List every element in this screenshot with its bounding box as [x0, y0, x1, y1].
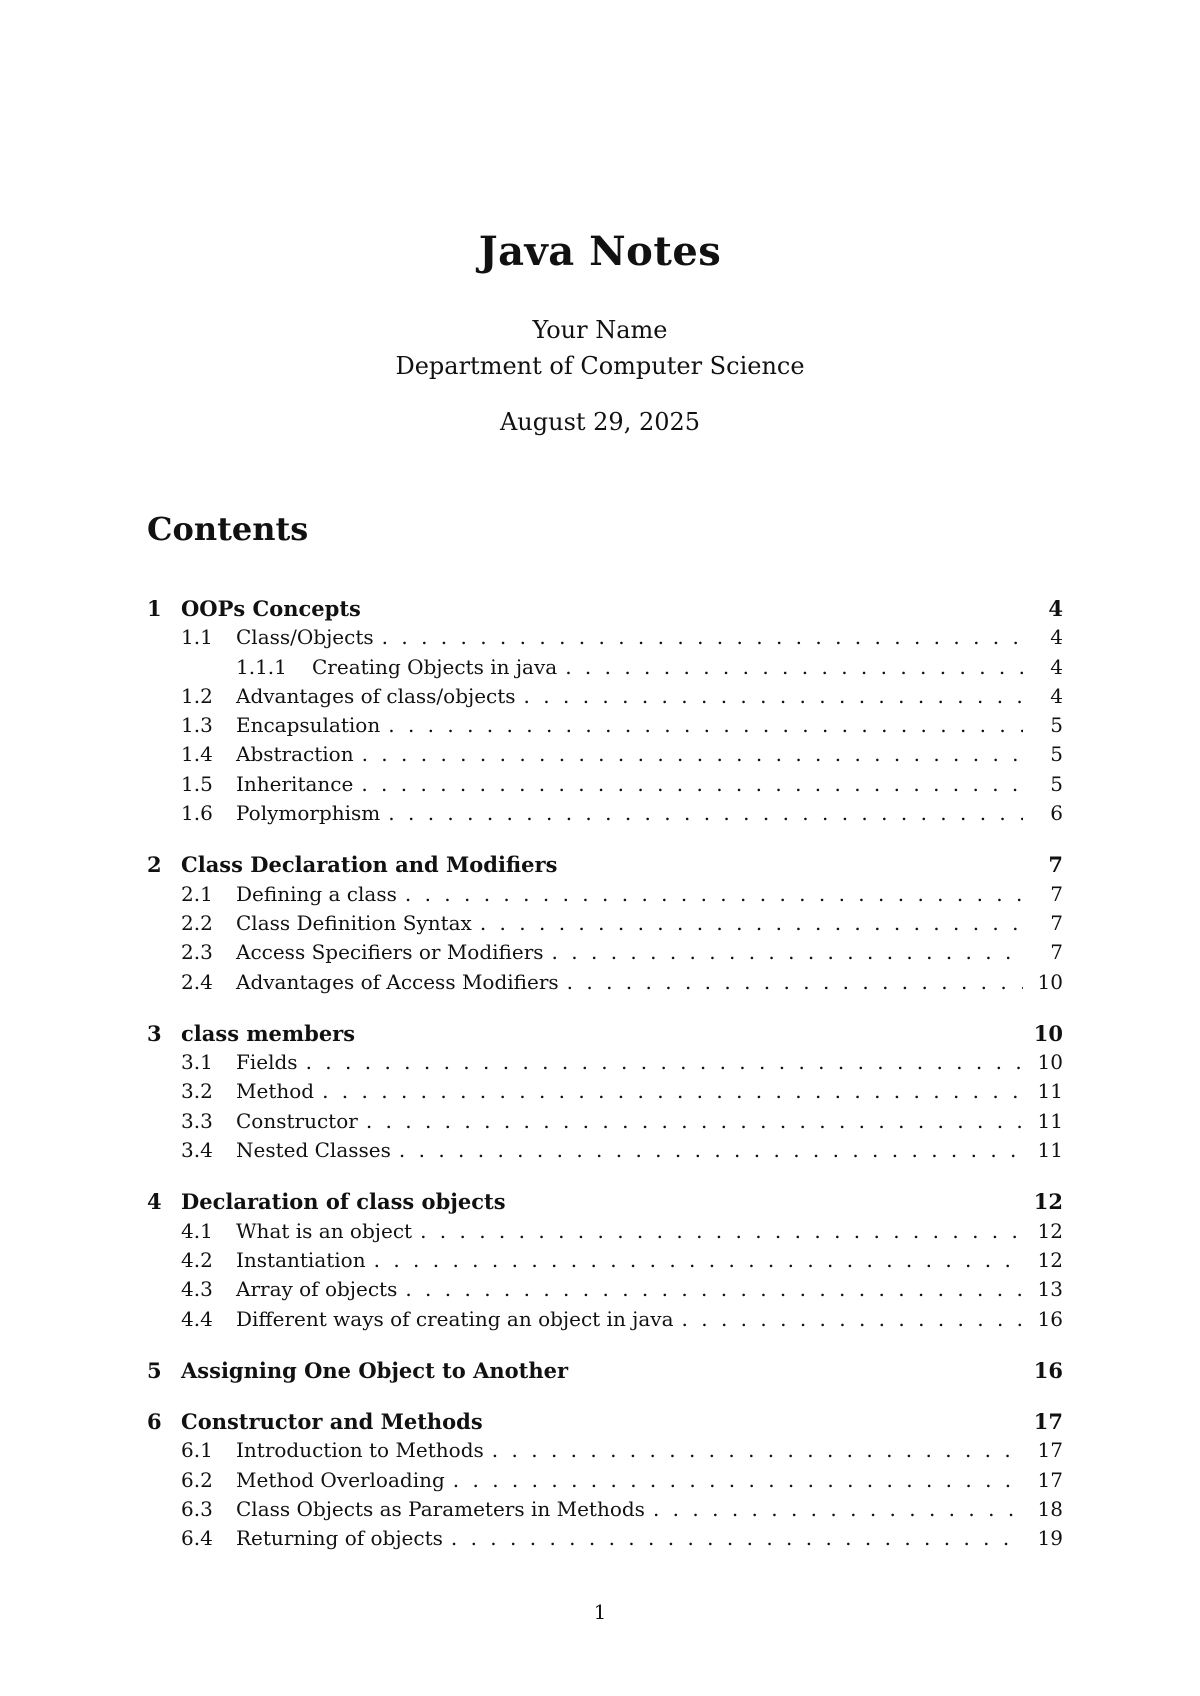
toc-dot-leader: [552, 940, 1023, 964]
toc-section-entry[interactable]: [147, 1468, 1063, 1497]
toc-entry-title: Array of objects: [236, 1277, 398, 1302]
toc-chapter-group: [147, 1021, 1063, 1167]
toc-entry-title: Class/Objects: [236, 625, 374, 650]
contents-heading: Contents: [147, 510, 309, 548]
toc-entry-page: 4: [1050, 683, 1063, 708]
toc-entry-number: 1.4: [181, 742, 213, 767]
toc-chapter-title: OOPs Concepts: [181, 596, 361, 621]
toc-entry-page: 10: [1037, 1050, 1063, 1075]
toc-entry-page: 13: [1037, 1277, 1063, 1302]
toc-chapter-number: 3: [147, 1020, 162, 1046]
toc-entry-page: 5: [1050, 771, 1063, 796]
toc-chapter-number: 1: [147, 596, 162, 621]
toc-chapter-page: 17: [1033, 1409, 1063, 1435]
toc-chapter-title: Class Declaration and Modifiers: [181, 852, 558, 878]
toc-chapter-entry[interactable]: [147, 1021, 1063, 1050]
toc-entry-title: Constructor: [236, 1108, 358, 1133]
toc-section-entry[interactable]: [147, 1050, 1063, 1079]
toc-section-entry[interactable]: [147, 713, 1063, 742]
toc-entry-number: 4.3: [181, 1277, 213, 1302]
document-date: August 29, 2025: [499, 408, 701, 436]
toc-entry-title: Method: [236, 1079, 315, 1104]
toc-dot-leader: [374, 1248, 1023, 1272]
toc-entry-title: Inheritance: [236, 771, 354, 796]
toc-chapter-title: Declaration of class objects: [181, 1189, 506, 1215]
toc-section-entry[interactable]: [147, 684, 1063, 713]
toc-entry-page: 5: [1050, 713, 1063, 738]
toc-entry-number: 1.5: [181, 771, 213, 796]
toc-chapter-page: 10: [1033, 1020, 1063, 1046]
toc-dot-leader: [453, 1468, 1023, 1492]
toc-chapter-entry[interactable]: [147, 852, 1063, 881]
toc-dot-leader: [388, 801, 1023, 825]
toc-entry-title: Class Objects as Parameters in Methods: [236, 1497, 645, 1522]
toc-chapter-page: 7: [1048, 852, 1063, 878]
toc-entry-number: 3.1: [181, 1050, 213, 1075]
toc-entry-number: 1.6: [181, 801, 213, 826]
toc-section-entry[interactable]: [147, 1079, 1063, 1108]
toc-entry-number: 1.3: [181, 713, 213, 738]
toc-chapter-number: 5: [147, 1357, 162, 1383]
toc-dot-leader: [565, 655, 1023, 679]
toc-entry-number: 1.1: [181, 625, 213, 650]
toc-entry-title: Instantiation: [236, 1247, 366, 1272]
toc-chapter-group: [147, 852, 1063, 998]
toc-dot-leader: [492, 1438, 1023, 1462]
toc-chapter-number: 4: [147, 1189, 162, 1215]
toc-entry-page: 4: [1050, 625, 1063, 650]
toc-entry-title: Advantages of Access Modifiers: [236, 969, 559, 994]
toc-dot-leader: [306, 1050, 1023, 1074]
toc-entry-number: 3.4: [181, 1138, 213, 1163]
toc-entry-page: 4: [1050, 654, 1063, 679]
toc-entry-title: What is an object: [236, 1218, 413, 1243]
toc-entry-page: 5: [1050, 742, 1063, 767]
toc-chapter-title: Assigning One Object to Another: [181, 1357, 569, 1383]
toc-entry-title: Method Overloading: [236, 1467, 445, 1492]
toc-section-entry[interactable]: [147, 1109, 1063, 1138]
toc-chapter-number: 6: [147, 1409, 162, 1435]
toc-entry-number: 6.3: [181, 1497, 213, 1522]
toc-section-entry[interactable]: [147, 1526, 1063, 1555]
toc-section-entry[interactable]: [147, 1307, 1063, 1336]
toc-chapter-title: class members: [181, 1020, 356, 1046]
document-title: Java Notes: [478, 228, 722, 275]
toc-entry-page: 7: [1050, 910, 1063, 935]
toc-section-entry[interactable]: [147, 625, 1063, 654]
toc-dot-leader: [388, 713, 1023, 737]
toc-section-entry[interactable]: [147, 1497, 1063, 1526]
toc-entry-page: 16: [1037, 1306, 1063, 1331]
toc-chapter-page: 16: [1033, 1357, 1063, 1383]
toc-chapter-group: [147, 596, 1063, 830]
toc-dot-leader: [382, 625, 1023, 649]
toc-section-entry[interactable]: [147, 1438, 1063, 1467]
toc-entry-page: 7: [1050, 940, 1063, 965]
department: Department of Computer Science: [395, 352, 805, 380]
toc-entry-title: Returning of objects: [236, 1526, 443, 1551]
toc-entry-page: 10: [1037, 969, 1063, 994]
toc-entry-number: 4.2: [181, 1247, 213, 1272]
toc-entry-title: Fields: [236, 1050, 298, 1075]
toc-subsection-entry[interactable]: [147, 655, 1063, 684]
toc-entry-number: 6.4: [181, 1526, 213, 1551]
toc-entry-number: 3.2: [181, 1079, 213, 1104]
toc-chapter-entry[interactable]: [147, 1409, 1063, 1438]
toc-entry-number: 6.1: [181, 1438, 213, 1463]
toc-section-entry[interactable]: [147, 772, 1063, 801]
toc-entry-title: Different ways of creating an object in java: [236, 1306, 674, 1331]
toc-dot-leader: [405, 1277, 1023, 1301]
toc-chapter-title: Constructor and Methods: [181, 1409, 483, 1435]
toc-entry-number: 2.4: [181, 969, 213, 994]
toc-entry-number: 3.3: [181, 1108, 213, 1133]
toc-entry-page: 12: [1037, 1247, 1063, 1272]
toc-chapter-entry[interactable]: [147, 1189, 1063, 1218]
toc-chapter-page: 12: [1033, 1189, 1063, 1215]
toc-dot-leader: [524, 684, 1023, 708]
toc-entry-page: 17: [1037, 1438, 1063, 1463]
toc-entry-page: 12: [1037, 1218, 1063, 1243]
toc-entry-page: 6: [1050, 801, 1063, 826]
toc-section-entry[interactable]: [147, 1248, 1063, 1277]
toc-entry-title: Defining a class: [236, 881, 397, 906]
toc-entry-title: Class Definition Syntax: [236, 910, 472, 935]
toc-dot-leader: [361, 772, 1023, 796]
toc-entry-title: Polymorphism: [236, 801, 381, 826]
author-name: Your Name: [532, 316, 668, 344]
toc-entry-title: Introduction to Methods: [236, 1438, 484, 1463]
toc-chapter-group: [147, 1189, 1063, 1335]
toc-entry-title: Access Specifiers or Modifiers: [236, 940, 544, 965]
toc-dot-leader: [362, 742, 1023, 766]
toc-chapter-group: [147, 1358, 1063, 1387]
toc-entry-page: 11: [1037, 1108, 1063, 1133]
toc-entry-number: 2.3: [181, 940, 213, 965]
toc-entry-number: 1.2: [181, 683, 213, 708]
toc-dot-leader: [480, 911, 1023, 935]
toc-entry-title: Nested Classes: [236, 1138, 391, 1163]
toc-dot-leader: [567, 970, 1023, 994]
toc-chapter-entry[interactable]: [147, 596, 1063, 625]
toc-dot-leader: [653, 1497, 1023, 1521]
toc-section-entry[interactable]: [147, 882, 1063, 911]
toc-section-entry[interactable]: [147, 1138, 1063, 1167]
table-of-contents: [147, 596, 1063, 1578]
toc-entry-number: 1.1.1: [236, 654, 287, 679]
toc-entry-page: 11: [1037, 1079, 1063, 1104]
toc-dot-leader: [322, 1079, 1023, 1103]
toc-chapter-group: [147, 1409, 1063, 1555]
toc-section-entry[interactable]: [147, 911, 1063, 940]
toc-chapter-page: 4: [1048, 596, 1063, 621]
toc-entry-number: 2.2: [181, 910, 213, 935]
toc-section-entry[interactable]: [147, 1219, 1063, 1248]
toc-entry-page: 19: [1037, 1526, 1063, 1551]
toc-entry-title: Creating Objects in java: [312, 654, 558, 679]
toc-dot-leader: [405, 882, 1023, 906]
toc-section-entry[interactable]: [147, 970, 1063, 999]
toc-entry-number: 4.1: [181, 1218, 213, 1243]
toc-entry-page: 11: [1037, 1138, 1063, 1163]
toc-chapter-entry[interactable]: [147, 1358, 1063, 1387]
page-number: 1: [593, 1600, 607, 1624]
toc-entry-number: 2.1: [181, 881, 213, 906]
toc-dot-leader: [682, 1307, 1023, 1331]
toc-entry-page: 18: [1037, 1497, 1063, 1522]
toc-dot-leader: [420, 1219, 1023, 1243]
toc-chapter-number: 2: [147, 852, 162, 878]
toc-section-entry[interactable]: [147, 1277, 1063, 1306]
toc-dot-leader: [451, 1526, 1023, 1550]
toc-entry-page: 17: [1037, 1467, 1063, 1492]
toc-entry-number: 6.2: [181, 1467, 213, 1492]
toc-entry-title: Abstraction: [236, 742, 354, 767]
toc-section-entry[interactable]: [147, 801, 1063, 830]
toc-section-entry[interactable]: [147, 742, 1063, 771]
toc-entry-title: Advantages of class/objects: [236, 683, 516, 708]
toc-entry-number: 4.4: [181, 1306, 213, 1331]
toc-dot-leader: [366, 1109, 1023, 1133]
toc-section-entry[interactable]: [147, 940, 1063, 969]
toc-entry-title: Encapsulation: [236, 713, 381, 738]
toc-dot-leader: [399, 1138, 1023, 1162]
toc-entry-page: 7: [1050, 881, 1063, 906]
